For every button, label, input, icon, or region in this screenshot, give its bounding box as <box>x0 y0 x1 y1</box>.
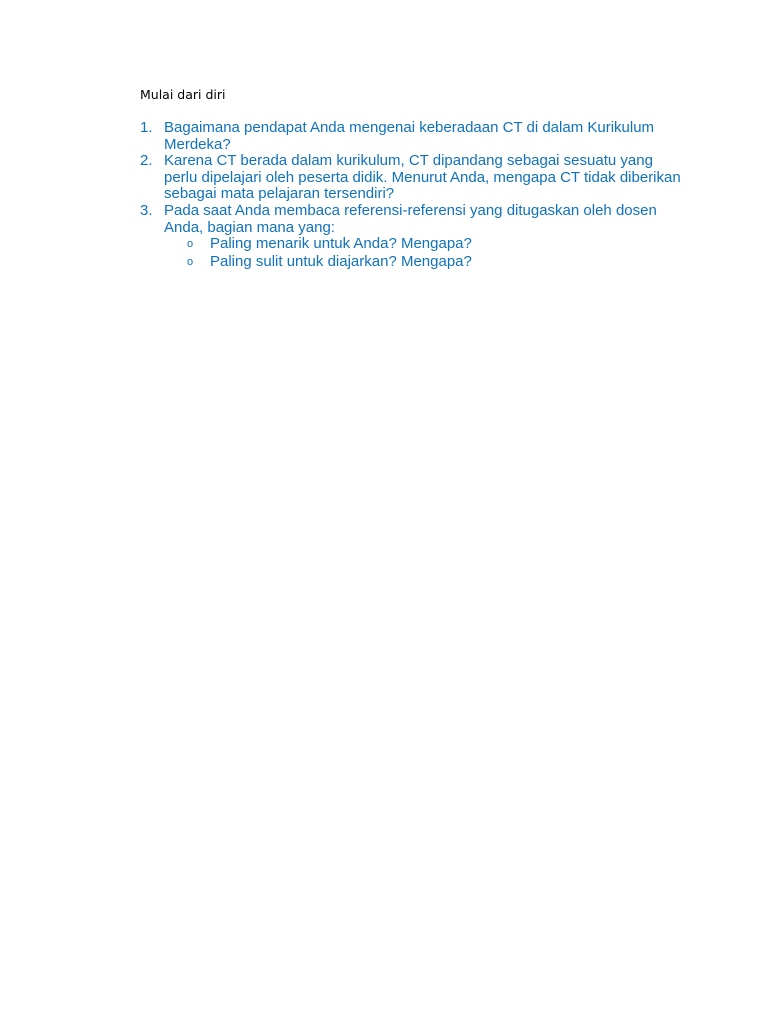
sub-question-item <box>140 235 688 253</box>
question-item-1 <box>140 120 688 153</box>
circle-bullet-icon: o <box>187 238 194 251</box>
circle-bullet-icon: o <box>187 255 194 268</box>
sub-question-text: Paling sulit untuk diajarkan? Mengapa? <box>210 252 472 270</box>
sub-question-item <box>140 253 688 271</box>
section-heading: Mulai dari diri <box>140 87 226 102</box>
question-item-2 <box>140 153 688 203</box>
question-text: Karena CT berada dalam kurikulum, CT dipandang sebagai sesuatu yang perlu dipelajari oleh peserta didik. Menurut Anda, mengapa CT tidak diberikan sebagai mata pelajaran tersendiri? <box>164 152 681 203</box>
question-number: 1. <box>140 119 153 136</box>
question-list <box>140 120 688 270</box>
question-item-3 <box>140 203 688 236</box>
sub-question-container <box>140 235 688 270</box>
question-number: 3. <box>140 201 153 219</box>
question-text: Bagaimana pendapat Anda mengenai keberadaan CT di dalam Kurikulum Merdeka? <box>164 119 655 153</box>
sub-question-text: Paling menarik untuk Anda? Mengapa? <box>210 235 472 253</box>
sub-question-list <box>140 235 688 270</box>
question-text: Pada saat Anda membaca referensi-referensi yang ditugaskan oleh dosen Anda, bagian mana yang: <box>164 201 657 236</box>
question-number: 2. <box>140 152 153 170</box>
